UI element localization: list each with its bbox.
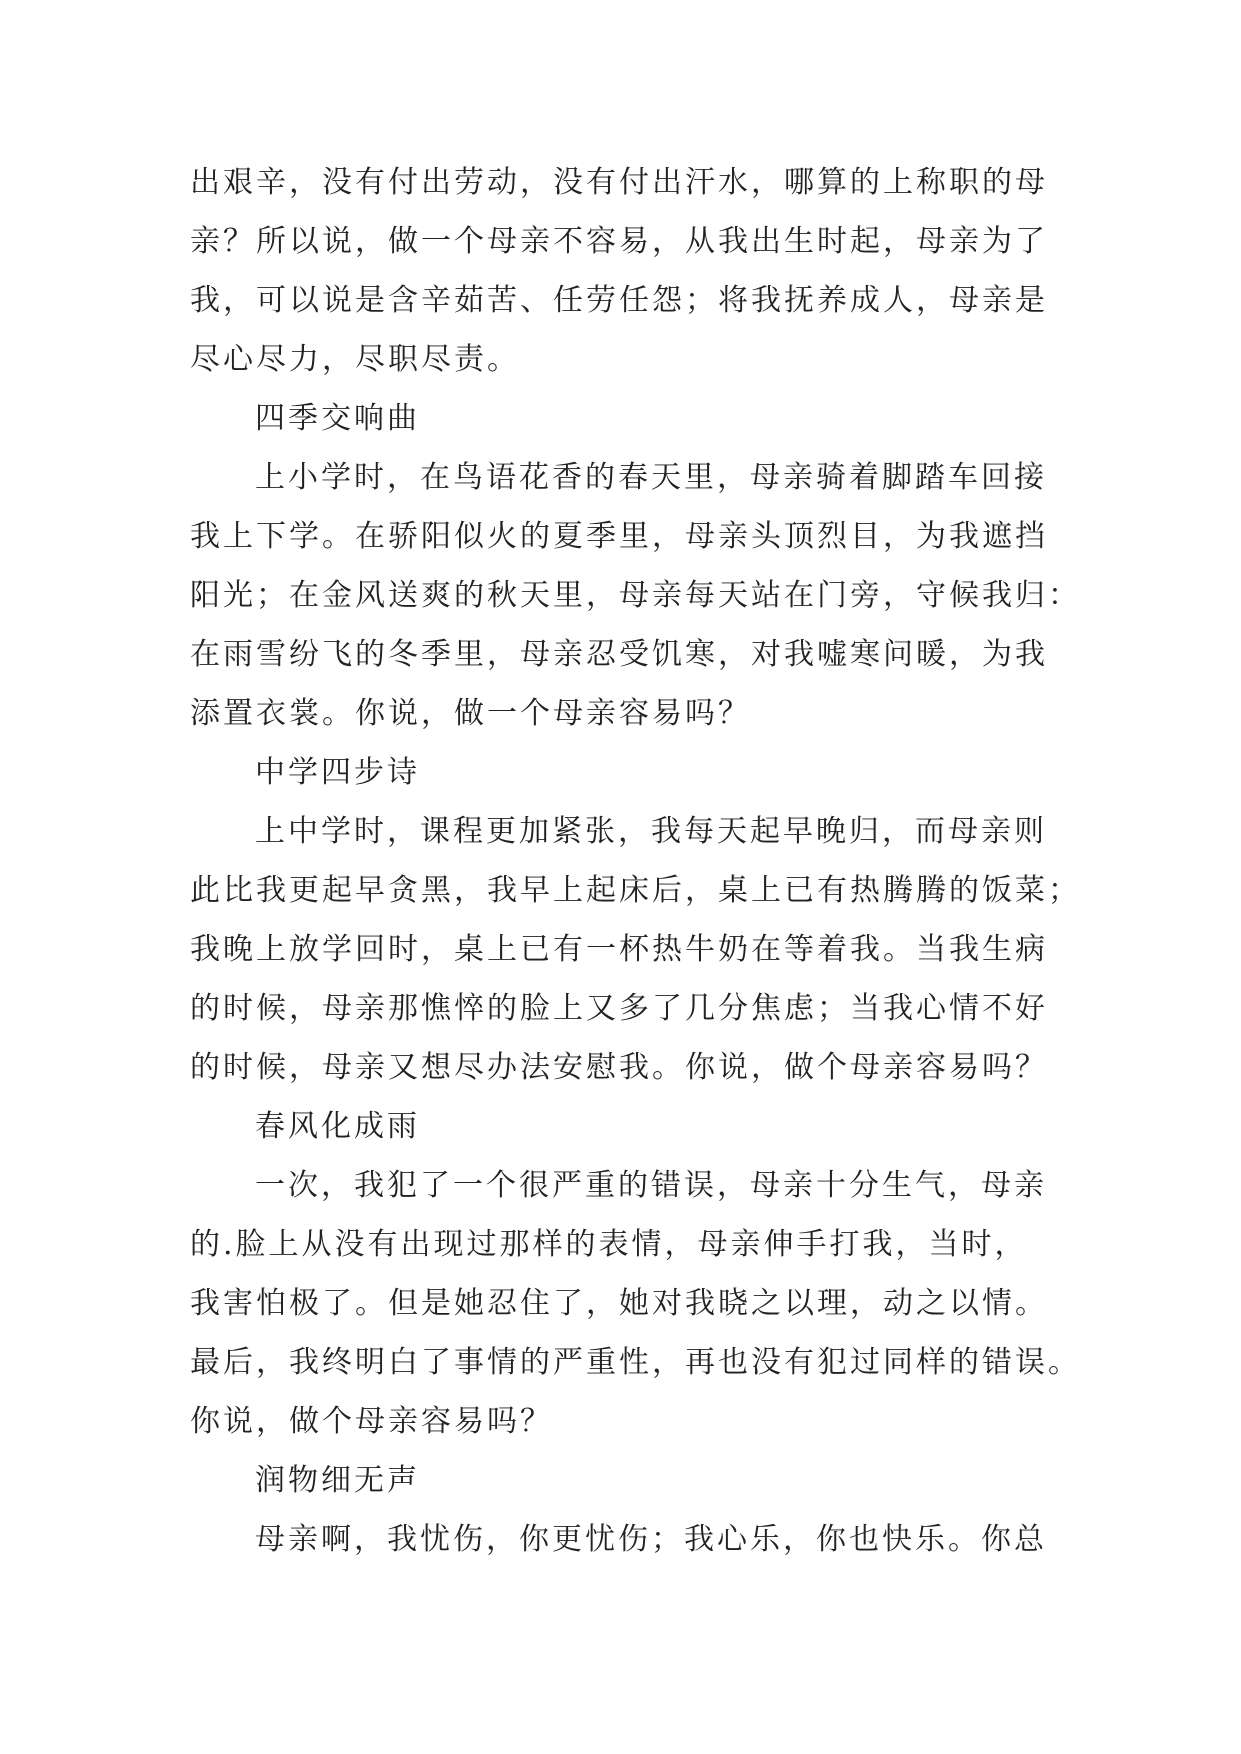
text-line: 的时候，母亲那憔悴的脸上又多了几分焦虑；当我心情不好 <box>190 991 1048 1026</box>
text-line: 你说，做个母亲容易吗？ <box>190 1404 553 1439</box>
text-line: 在雨雪纷飞的冬季里，母亲忍受饥寒，对我嘘寒问暖，为我 <box>190 637 1048 672</box>
section-heading: 中学四步诗 <box>255 755 420 790</box>
section-heading: 润物细无声 <box>255 1463 420 1498</box>
section-heading: 春风化成雨 <box>255 1109 420 1144</box>
text-line: 上中学时，课程更加紧张，我每天起早晚归，而母亲则 <box>255 814 1047 849</box>
text-line: 上小学时，在鸟语花香的春天里，母亲骑着脚踏车回接 <box>255 460 1047 495</box>
text-line: 我上下学。在骄阳似火的夏季里，母亲头顶烈目，为我遮挡 <box>190 519 1048 554</box>
text-line: 我，可以说是含辛茹苦、任劳任怨；将我抚养成人，母亲是 <box>190 283 1048 318</box>
text-line: 我晚上放学回时，桌上已有一杯热牛奶在等着我。当我生病 <box>190 932 1048 967</box>
section-heading: 四季交响曲 <box>255 401 420 436</box>
text-line: 尽心尽力，尽职尽责。 <box>190 342 520 377</box>
text-line: 添置衣裳。你说，做一个母亲容易吗？ <box>190 696 751 731</box>
text-line: 阳光；在金风送爽的秋天里，母亲每天站在门旁，守候我归： <box>190 578 1081 613</box>
text-line: 我害怕极了。但是她忍住了，她对我晓之以理，动之以情。 <box>190 1286 1048 1321</box>
text-line: 的.脸上从没有出现过那样的表情，母亲伸手打我，当时， <box>190 1227 1028 1262</box>
text-line: 最后，我终明白了事情的严重性，再也没有犯过同样的错误。 <box>190 1345 1081 1380</box>
document-body <box>190 153 1081 1569</box>
text-line: 的时候，母亲又想尽办法安慰我。你说，做个母亲容易吗？ <box>190 1050 1048 1085</box>
text-line: 亲？所以说，做一个母亲不容易，从我出生时起，母亲为了 <box>190 224 1048 259</box>
text-line: 出艰辛，没有付出劳动，没有付出汗水，哪算的上称职的母 <box>190 165 1048 200</box>
text-line: 此比我更起早贪黑，我早上起床后，桌上已有热腾腾的饭菜； <box>190 873 1081 908</box>
text-line: 一次，我犯了一个很严重的错误，母亲十分生气，母亲 <box>255 1168 1047 1203</box>
text-line: 母亲啊，我忧伤，你更忧伤；我心乐，你也快乐。你总 <box>255 1522 1047 1557</box>
